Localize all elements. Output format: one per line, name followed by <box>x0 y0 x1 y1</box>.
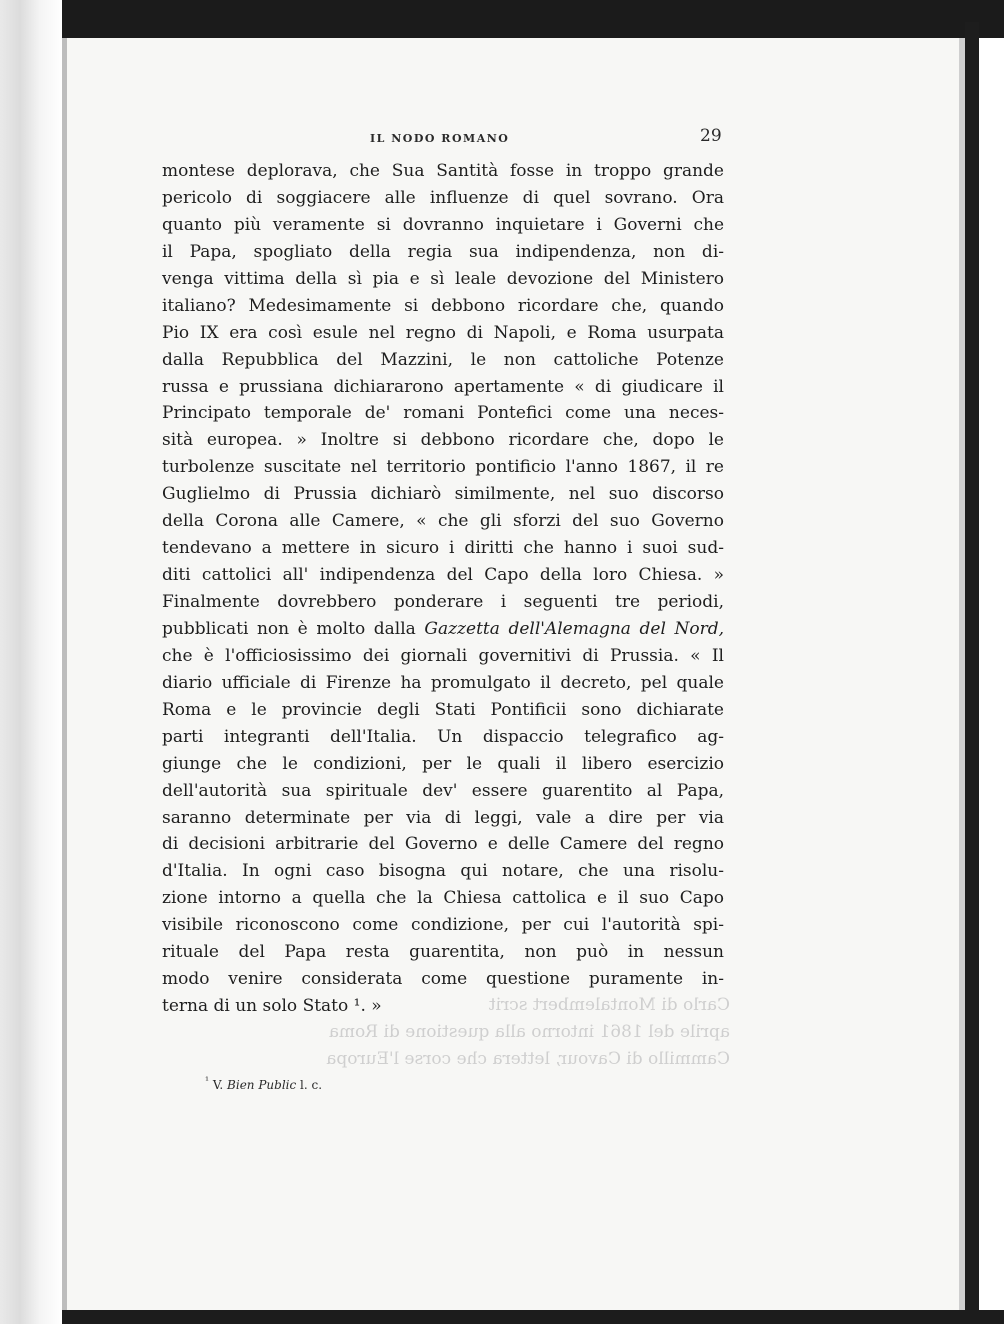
text-line: parti integranti dell'Italia. Un dispaccio telegrafico ag- <box>162 726 724 747</box>
text-line: tendevano a mettere in sicuro i diritti che hanno i suoi sud- <box>162 538 724 559</box>
scan-right-border <box>965 22 979 1324</box>
text-line: diti cattolici all' indipendenza del Capo della loro Chiesa. » <box>162 565 724 586</box>
text-line: Guglielmo di Prussia dichiarò similmente, nel suo discorso <box>162 484 724 505</box>
text-line: italiano? Medesimamente si debbono ricordare che, quando <box>162 295 724 316</box>
text-line: Principato temporale de' romani Pontefici come una neces- <box>162 403 724 424</box>
text-line: russa e prussiana dichiararono apertamente « di giudicare il <box>162 376 724 397</box>
footnote-text-after: l. c. <box>296 1078 323 1092</box>
text-line: giunge che le condizioni, per le quali il libero esercizio <box>162 753 724 774</box>
text-line: saranno determinate per via di leggi, vale a dire per via <box>162 807 724 828</box>
text-line: di decisioni arbitrarie del Governo e delle Camere del regno <box>162 834 724 855</box>
text-line: diario ufficiale di Firenze ha promulgato il decreto, pel quale <box>162 672 724 693</box>
body-text <box>162 158 724 1020</box>
text-line: Roma e le provincie degli Stati Pontificii sono dichiarate <box>162 699 724 720</box>
footnote-text-before: V. <box>209 1078 228 1092</box>
running-head: IL NODO ROMANO <box>370 132 510 145</box>
footnote-source-title: Bien Public <box>227 1078 297 1092</box>
text-line: il Papa, spogliato della regia sua indipendenza, non di- <box>162 241 724 262</box>
text-line: dell'autorità sua spirituale dev' essere guarentito al Papa, <box>162 780 724 801</box>
text-segment: pubblicati non è molto dalla <box>162 618 425 639</box>
text-line: pericolo di soggiacere alle influenze di quel sovrano. Ora <box>162 187 724 208</box>
text-line: d'Italia. In ogni caso bisogna qui notare, che una risolu- <box>162 861 724 882</box>
text-line: visibile riconoscono come condizione, per cui l'autorità spi- <box>162 915 724 936</box>
text-line: montese deplorava, che Sua Santità fosse in troppo grande <box>162 161 724 181</box>
text-line <box>162 616 724 643</box>
footnote <box>205 1076 322 1092</box>
page-number: 29 <box>700 126 722 146</box>
text-line: sità europea. » Inoltre si debbono ricordare che, dopo le <box>162 430 724 451</box>
bleed-through-text: Carlo di Montalembert scrit aprile del 1861 intorno alla questione di Roma Cammillo di Cavour, lettera che corse l'Europa <box>326 995 730 1069</box>
text-line: Finalmente dovrebbero ponderare i seguenti tre periodi, <box>162 592 724 612</box>
scan-left-margin <box>0 0 62 1324</box>
scan-top-border <box>0 0 1004 38</box>
text-line: modo venire considerata come questione puramente in- <box>162 969 724 990</box>
footnote-marker: ¹ <box>205 1076 210 1087</box>
text-line: terna di un solo Stato ¹. » <box>162 996 382 1017</box>
text-line: dalla Repubblica del Mazzini, le non cattoliche Potenze <box>162 349 724 370</box>
text-line: quanto più veramente si dovranno inquietare i Governi che <box>162 214 724 235</box>
text-line: che è l'officiosissimo dei giornali governitivi di Prussia. « Il <box>162 645 724 666</box>
text-line: venga vittima della sì pia e sì leale devozione del Ministero <box>162 268 724 289</box>
italic-title: Gazzetta dell'Alemagna del Nord, <box>424 618 724 639</box>
text-line: turbolenze suscitate nel territorio pontificio l'anno 1867, il re <box>162 457 724 478</box>
text-line: rituale del Papa resta guarentita, non può in nessun <box>162 942 724 963</box>
text-line: zione intorno a quella che la Chiesa cattolica e il suo Capo <box>162 888 724 909</box>
scan-bottom-border <box>62 1310 1004 1324</box>
text-line: della Corona alle Camere, « che gli sforzi del suo Governo <box>162 511 724 532</box>
text-line: Pio IX era così esule nel regno di Napoli, e Roma usurpata <box>162 322 724 343</box>
